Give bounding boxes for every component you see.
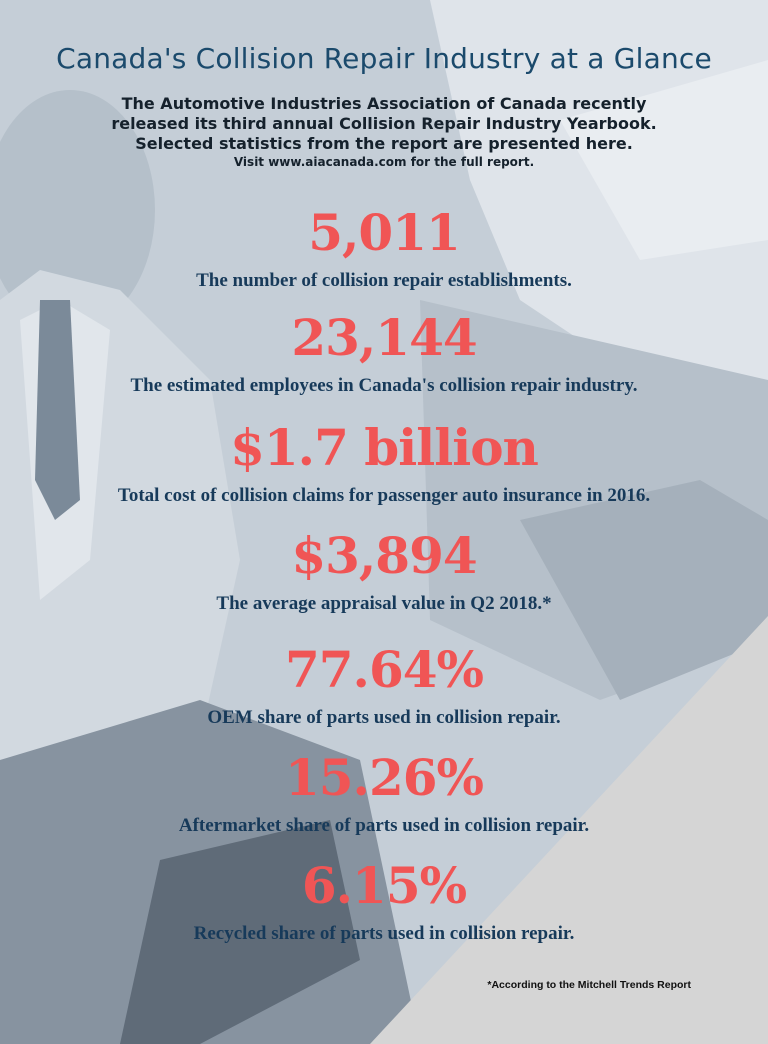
stat-value: $1.7 billion	[230, 418, 538, 477]
stat-label: Aftermarket share of parts used in collision repair.	[178, 815, 590, 836]
stat-claims-cost	[0, 420, 768, 508]
intro-line: Selected statistics from the report are presented here.	[135, 134, 633, 153]
stat-employees	[0, 310, 768, 398]
stat-label: The average appraisal value in Q2 2018.*	[216, 593, 552, 614]
intro-line: The Automotive Industries Association of Canada recently	[121, 94, 647, 113]
stat-label: Recycled share of parts used in collision repair.	[193, 923, 575, 944]
stat-value: 77.64%	[284, 640, 484, 699]
stat-label: The estimated employees in Canada's collision repair industry.	[130, 375, 638, 396]
page-title: Canada's Collision Repair Industry at a Glance	[56, 42, 712, 75]
stat-value: $3,894	[291, 526, 477, 585]
stat-label: OEM share of parts used in collision repair.	[207, 707, 561, 728]
stat-establishments	[0, 205, 768, 293]
stat-label: The number of collision repair establishments.	[196, 270, 572, 291]
intro-visit-link[interactable]: Visit www.aiacanada.com for the full report.	[233, 155, 535, 169]
stat-appraisal-value	[0, 528, 768, 616]
stat-aftermarket-share	[0, 750, 768, 838]
stat-oem-share	[0, 642, 768, 730]
intro-line: released its third annual Collision Repair Industry Yearbook.	[111, 114, 657, 133]
stat-value: 5,011	[308, 203, 460, 262]
stat-label: Total cost of collision claims for passenger auto insurance in 2016.	[117, 485, 651, 506]
stat-recycled-share	[0, 858, 768, 946]
intro-block	[0, 94, 768, 170]
footnote: *According to the Mitchell Trends Report	[487, 979, 691, 991]
stat-value: 15.26%	[284, 748, 484, 807]
stat-value: 6.15%	[301, 856, 467, 915]
stat-value: 23,144	[291, 308, 477, 367]
